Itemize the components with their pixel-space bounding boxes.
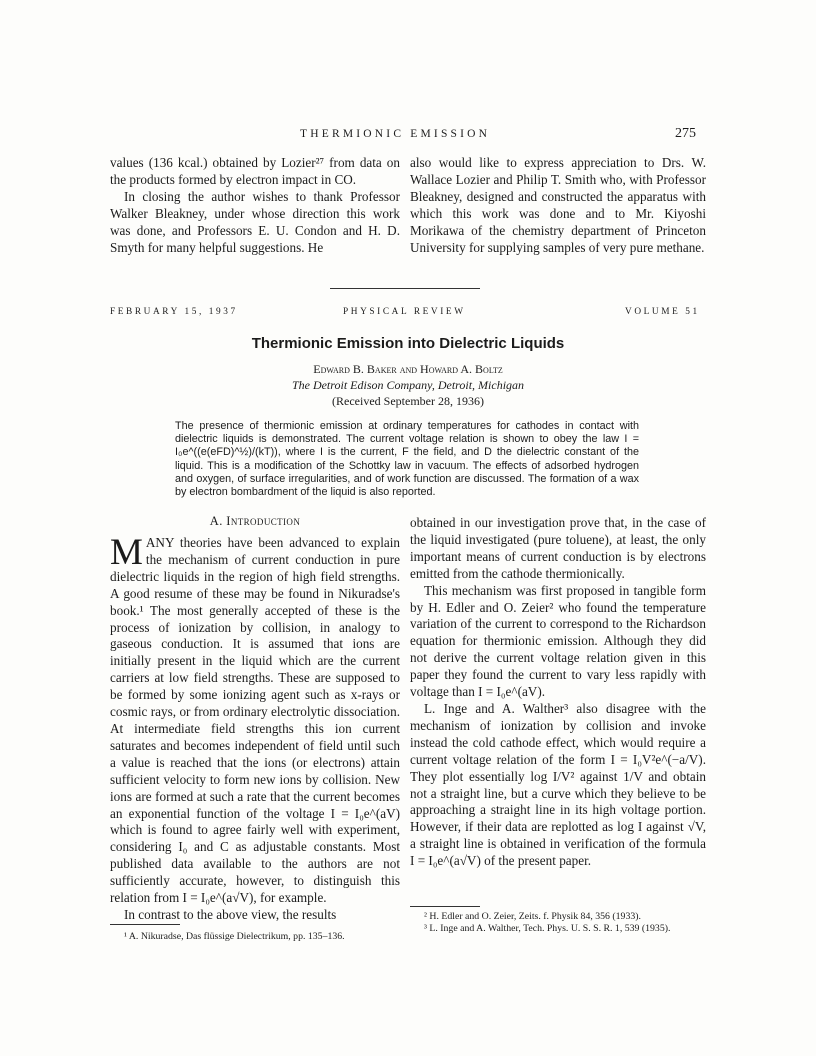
paragraph: In contrast to the above view, the results xyxy=(124,906,337,922)
paragraph-text: ANY theories have been advanced to explain the mechanism of current conduction in pure dielectric liquids in the region of high field strengths. A good resume of these may be found in Nikuradse's book.¹ The most generally accepted of these is the process of ionization by collision, in analogy to gaseous conduction. It is assumed that ions are initially present in the liquid which are the current carriers at low field strengths. These are supposed to be formed by some ionizing agent such as x-rays or cosmic rays, or from ordinary electrolytic dissociation. At intermediate field strengths this ion current saturates and becomes independent of field until such a value is reached that the ions (or electrons) attain sufficient velocity to form new ions by collision. New ions are formed at such a rate that the current becomes an exponential function of the voltage I = I₀e^(aV) which is found to agree fairly well with experiment, considering I₀ and C as adjustable constants. Most published data available to the authors are not sufficiently accurate, however, to distinguish this relation from I = I₀e^(a√V), for example. xyxy=(110,535,400,906)
drop-cap: M xyxy=(110,532,143,573)
issue-date: FEBRUARY 15, 1937 xyxy=(110,307,238,317)
running-head xyxy=(0,128,816,144)
paragraph: obtained in our investigation prove that, in the case of the liquid investigated (pure toluene), at least, the only important means of current conduction is by electrons emitted from the cathode thermionically. xyxy=(410,515,706,581)
journal-header xyxy=(110,307,706,321)
journal-name: PHYSICAL REVIEW xyxy=(343,307,466,317)
footnotes-right xyxy=(410,911,706,935)
running-title: THERMIONIC EMISSION xyxy=(300,128,491,140)
left-column xyxy=(110,532,400,924)
paragraph: In closing the author wishes to thank Professor Walker Bleakney, under whose direction this work was done, and Professors E. U. Condon and H. D. Smyth for many helpful suggestions. He xyxy=(110,188,400,255)
right-column xyxy=(410,515,706,870)
divider-rule xyxy=(330,288,480,289)
prev-article-left-column xyxy=(110,155,400,256)
article-authors: Edward B. Baker and Howard A. Boltz xyxy=(313,362,503,376)
abstract: The presence of thermionic emission at ordinary temperatures for cathodes in contact with dielectric liquids is demonstrated. The current voltage relation is shown to obey the law I = I₀e^((e(eFD)^½)/(kT)), where I is the current, F the field, and D the dielectric constant of the liquid. This is a modification of the Schottky law in vacuum. The effects of adsorbed hydrogen and oxygen, of surface irregularities, and of work function are discussed. The formation of a wax by electron bombardment of the liquid is also reported. xyxy=(175,420,639,499)
footnote: ² H. Edler and O. Zeier, Zeits. f. Physik 84, 356 (1933). xyxy=(424,911,641,922)
prev-article-right-column xyxy=(410,155,706,256)
section-heading: A. Introduction xyxy=(209,514,301,528)
received-date: (Received September 28, 1936) xyxy=(332,394,484,408)
paragraph xyxy=(110,532,400,907)
author-affiliation: The Detroit Edison Company, Detroit, Michigan xyxy=(291,378,525,392)
page-number: 275 xyxy=(675,126,696,141)
paragraph: L. Inge and A. Walther³ also disagree with the mechanism of ionization by collision and invoke instead the cold cathode effect, which would require a current voltage relation of the form I = I₀V²e^(−a/V). They plot essentially log I/V² against 1/V and obtain not a straight line, but a curve which they believe to be approaching a straight line in its high voltage portion. However, if their data are replotted as log I against √V, a straight line is obtained in verification of the formula I = I₀e^(a√V) of the present paper. xyxy=(410,700,706,869)
paragraph: also would like to express appreciation to Drs. W. Wallace Lozier and Philip T. Smith who, with Professor Bleakney, designed and constructed the apparatus with which this work was done and to Mr. Kiyoshi Morikawa of the chemistry department of Princeton University for supplying samples of very pure methane. xyxy=(410,155,706,255)
footnote: ¹ A. Nikuradse, Das flüssige Dielectrikum, pp. 135–136. xyxy=(124,931,345,942)
article-title: Thermionic Emission into Dielectric Liquids xyxy=(251,335,565,352)
paragraph: This mechanism was first proposed in tangible form by H. Edler and O. Zeier² who found the temperature variation of the current to correspond to the Richardson equation for thermionic emission. Although they did not derive the current voltage relation given in this paper they found the current to vary less rapidly with voltage than I = I₀e^(aV). xyxy=(410,582,706,700)
volume: VOLUME 51 xyxy=(625,307,700,317)
footnote-rule xyxy=(110,924,180,925)
footnote: ³ L. Inge and A. Walther, Tech. Phys. U. S. S. R. 1, 539 (1935). xyxy=(424,923,671,934)
footnote-rule xyxy=(410,906,480,907)
paragraph: values (136 kcal.) obtained by Lozier²⁷ from data on the products formed by electron impact in CO. xyxy=(110,155,400,187)
